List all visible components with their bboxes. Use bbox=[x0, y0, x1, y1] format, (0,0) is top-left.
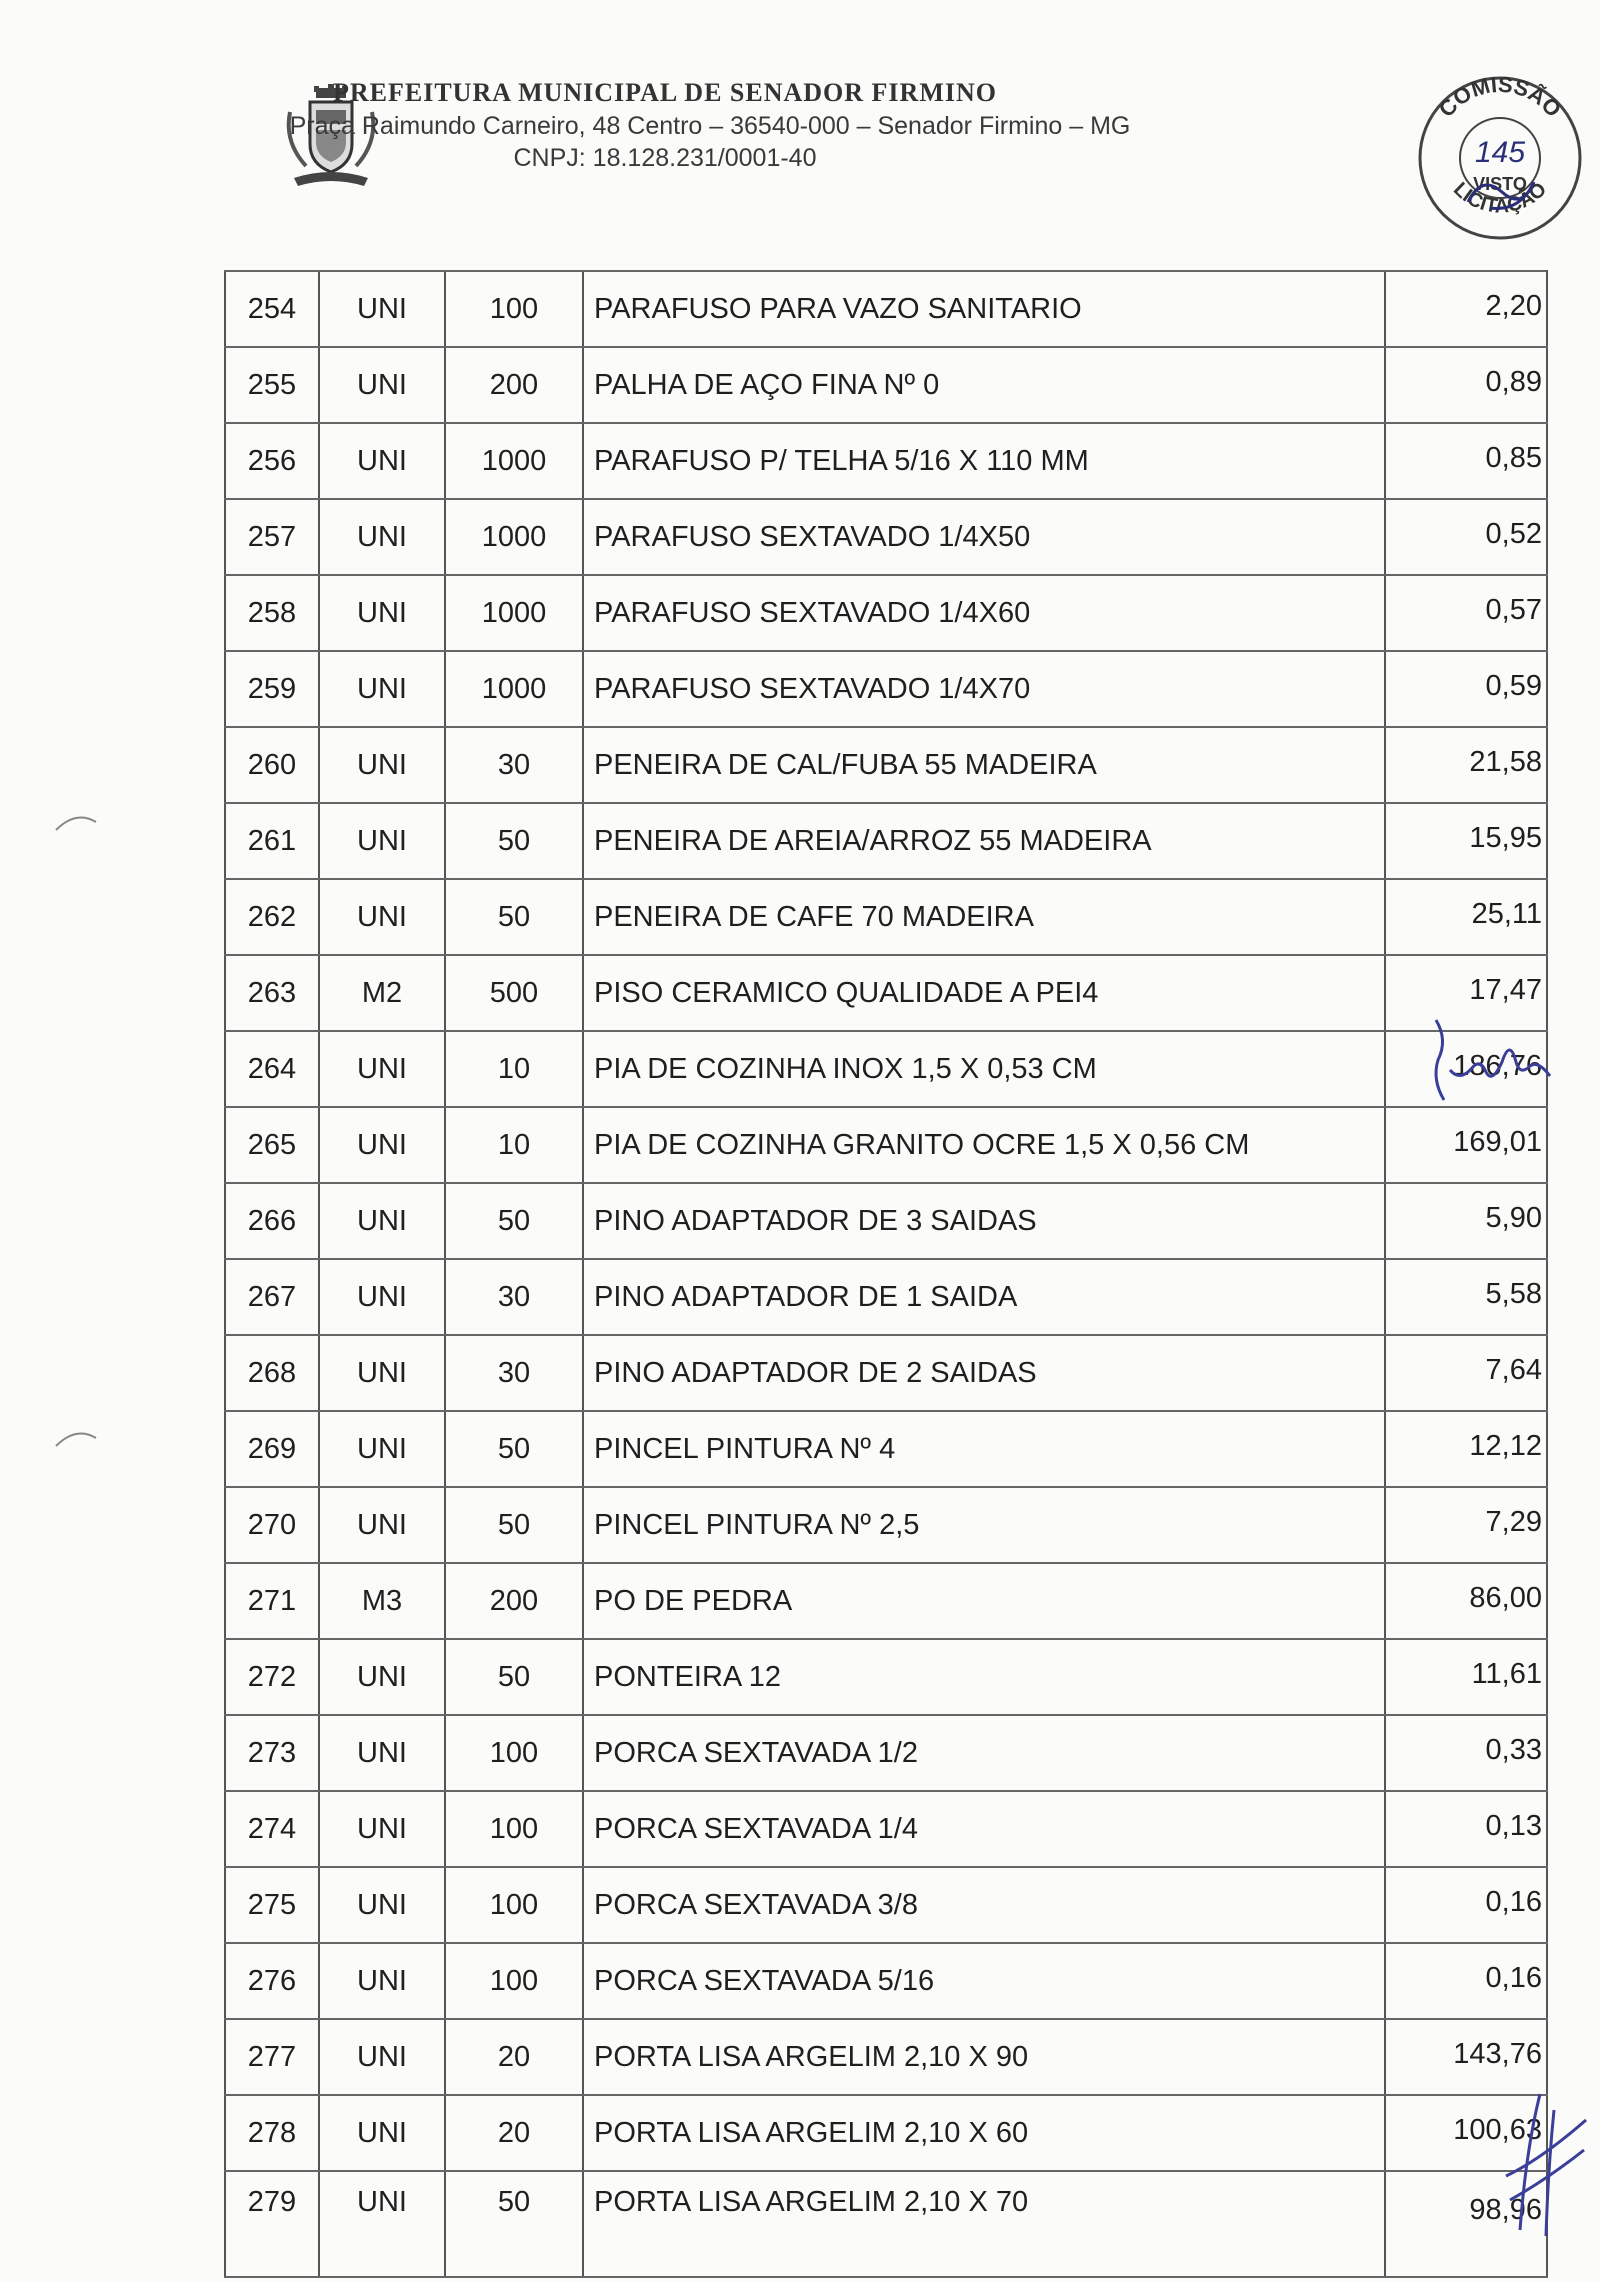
stamp-top-text: COMISSÃO bbox=[1433, 71, 1567, 122]
unit-cell: UNI bbox=[319, 2095, 445, 2171]
unit-cell: M3 bbox=[319, 1563, 445, 1639]
unit-price-cell: 11,61 bbox=[1385, 1639, 1547, 1715]
table-row bbox=[225, 1639, 1547, 1715]
table-row bbox=[225, 271, 1547, 347]
unit-cell: UNI bbox=[319, 1031, 445, 1107]
unit-price-cell: 0,33 bbox=[1385, 1715, 1547, 1791]
item-number-cell: 275 bbox=[225, 1867, 319, 1943]
item-number-cell: 254 bbox=[225, 271, 319, 347]
table-row bbox=[225, 1715, 1547, 1791]
description-cell: PORTA LISA ARGELIM 2,10 X 70 bbox=[583, 2171, 1385, 2277]
description-cell: PORTA LISA ARGELIM 2,10 X 90 bbox=[583, 2019, 1385, 2095]
item-number-cell: 260 bbox=[225, 727, 319, 803]
table-row bbox=[225, 651, 1547, 727]
unit-cell: UNI bbox=[319, 1487, 445, 1563]
items-table-body bbox=[225, 271, 1547, 2277]
header-title: PREFEITURA MUNICIPAL DE SENADOR FIRMINO bbox=[332, 78, 997, 107]
description-cell: PARAFUSO SEXTAVADO 1/4X60 bbox=[583, 575, 1385, 651]
description-cell: PINO ADAPTADOR DE 2 SAIDAS bbox=[583, 1335, 1385, 1411]
quantity-cell: 1000 bbox=[445, 423, 583, 499]
description-cell: PINCEL PINTURA Nº 2,5 bbox=[583, 1487, 1385, 1563]
item-number-cell: 277 bbox=[225, 2019, 319, 2095]
table-row bbox=[225, 2019, 1547, 2095]
unit-price-cell: 169,01 bbox=[1385, 1107, 1547, 1183]
unit-price-cell: 21,58 bbox=[1385, 727, 1547, 803]
handwritten-signature bbox=[1500, 2090, 1590, 2240]
item-number-cell: 255 bbox=[225, 347, 319, 423]
unit-cell: UNI bbox=[319, 1791, 445, 1867]
unit-cell: UNI bbox=[319, 271, 445, 347]
items-table bbox=[224, 270, 1548, 2278]
stamp-mid-text: VISTO bbox=[1473, 174, 1527, 194]
stamp-number: 145 bbox=[1474, 136, 1526, 169]
table-row bbox=[225, 1183, 1547, 1259]
description-cell: PIA DE COZINHA INOX 1,5 X 0,53 CM bbox=[583, 1031, 1385, 1107]
description-cell: PARAFUSO PARA VAZO SANITARIO bbox=[583, 271, 1385, 347]
description-cell: PINO ADAPTADOR DE 3 SAIDAS bbox=[583, 1183, 1385, 1259]
table-row bbox=[225, 1943, 1547, 2019]
table-row bbox=[225, 347, 1547, 423]
table-row bbox=[225, 1791, 1547, 1867]
table-row bbox=[225, 1867, 1547, 1943]
item-number-cell: 268 bbox=[225, 1335, 319, 1411]
unit-cell: UNI bbox=[319, 879, 445, 955]
quantity-cell: 50 bbox=[445, 1487, 583, 1563]
quantity-cell: 100 bbox=[445, 1791, 583, 1867]
table-row bbox=[225, 423, 1547, 499]
description-cell: PARAFUSO P/ TELHA 5/16 X 110 MM bbox=[583, 423, 1385, 499]
table-row bbox=[225, 2095, 1547, 2171]
table-row bbox=[225, 803, 1547, 879]
description-cell: PINCEL PINTURA Nº 4 bbox=[583, 1411, 1385, 1487]
quantity-cell: 50 bbox=[445, 1411, 583, 1487]
unit-price-cell: 100,63 bbox=[1385, 2095, 1547, 2171]
quantity-cell: 50 bbox=[445, 1639, 583, 1715]
description-cell: PARAFUSO SEXTAVADO 1/4X70 bbox=[583, 651, 1385, 727]
table-row bbox=[225, 1107, 1547, 1183]
svg-text:COMISSÃO bbox=[1434, 72, 1567, 122]
unit-price-cell: 0,13 bbox=[1385, 1791, 1547, 1867]
item-number-cell: 257 bbox=[225, 499, 319, 575]
unit-cell: UNI bbox=[319, 1715, 445, 1791]
quantity-cell: 10 bbox=[445, 1107, 583, 1183]
quantity-cell: 100 bbox=[445, 1867, 583, 1943]
description-cell: PENEIRA DE CAFE 70 MADEIRA bbox=[583, 879, 1385, 955]
quantity-cell: 30 bbox=[445, 1259, 583, 1335]
description-cell: PISO CERAMICO QUALIDADE A PEI4 bbox=[583, 955, 1385, 1031]
punch-hole-mark bbox=[54, 1428, 98, 1448]
item-number-cell: 264 bbox=[225, 1031, 319, 1107]
item-number-cell: 267 bbox=[225, 1259, 319, 1335]
unit-price-cell: 143,76 bbox=[1385, 2019, 1547, 2095]
table-row bbox=[225, 1259, 1547, 1335]
quantity-cell: 50 bbox=[445, 879, 583, 955]
item-number-cell: 272 bbox=[225, 1639, 319, 1715]
header-cnpj: CNPJ: 18.128.231/0001-40 bbox=[513, 144, 817, 172]
unit-cell: UNI bbox=[319, 1259, 445, 1335]
table-row bbox=[225, 1335, 1547, 1411]
quantity-cell: 100 bbox=[445, 271, 583, 347]
unit-cell: UNI bbox=[319, 1867, 445, 1943]
quantity-cell: 1000 bbox=[445, 575, 583, 651]
unit-price-cell: 0,85 bbox=[1385, 423, 1547, 499]
quantity-cell: 200 bbox=[445, 1563, 583, 1639]
unit-cell: UNI bbox=[319, 1107, 445, 1183]
unit-price-cell: 0,52 bbox=[1385, 499, 1547, 575]
table-row bbox=[225, 1411, 1547, 1487]
quantity-cell: 200 bbox=[445, 347, 583, 423]
description-cell: PORCA SEXTAVADA 3/8 bbox=[583, 1867, 1385, 1943]
item-number-cell: 274 bbox=[225, 1791, 319, 1867]
table-row bbox=[225, 1487, 1547, 1563]
unit-price-cell: 7,29 bbox=[1385, 1487, 1547, 1563]
stamp-bottom-text: LICITAÇÃO bbox=[1449, 178, 1552, 218]
unit-price-cell: 12,12 bbox=[1385, 1411, 1547, 1487]
unit-price-cell: 17,47 bbox=[1385, 955, 1547, 1031]
quantity-cell: 20 bbox=[445, 2095, 583, 2171]
item-number-cell: 256 bbox=[225, 423, 319, 499]
unit-price-cell: 0,16 bbox=[1385, 1867, 1547, 1943]
unit-cell: UNI bbox=[319, 803, 445, 879]
description-cell: PARAFUSO SEXTAVADO 1/4X50 bbox=[583, 499, 1385, 575]
table-row bbox=[225, 955, 1547, 1031]
table-row bbox=[225, 575, 1547, 651]
commission-stamp bbox=[1410, 62, 1590, 242]
unit-cell: UNI bbox=[319, 1639, 445, 1715]
unit-price-cell: 0,57 bbox=[1385, 575, 1547, 651]
description-cell: PO DE PEDRA bbox=[583, 1563, 1385, 1639]
description-cell: PORCA SEXTAVADA 1/4 bbox=[583, 1791, 1385, 1867]
unit-cell: UNI bbox=[319, 2019, 445, 2095]
quantity-cell: 50 bbox=[445, 1183, 583, 1259]
unit-cell: UNI bbox=[319, 423, 445, 499]
item-number-cell: 261 bbox=[225, 803, 319, 879]
item-number-cell: 259 bbox=[225, 651, 319, 727]
unit-cell: UNI bbox=[319, 499, 445, 575]
table-row bbox=[225, 727, 1547, 803]
quantity-cell: 1000 bbox=[445, 651, 583, 727]
header-address: Praça Raimundo Carneiro, 48 Centro – 36540-000 – Senador Firmino – MG bbox=[289, 112, 1131, 140]
item-number-cell: 270 bbox=[225, 1487, 319, 1563]
unit-cell: UNI bbox=[319, 1335, 445, 1411]
item-number-cell: 278 bbox=[225, 2095, 319, 2171]
item-number-cell: 279 bbox=[225, 2171, 319, 2277]
description-cell: PENEIRA DE CAL/FUBA 55 MADEIRA bbox=[583, 727, 1385, 803]
quantity-cell: 100 bbox=[445, 1943, 583, 2019]
unit-cell: UNI bbox=[319, 1411, 445, 1487]
description-cell: PONTEIRA 12 bbox=[583, 1639, 1385, 1715]
item-number-cell: 263 bbox=[225, 955, 319, 1031]
item-number-cell: 266 bbox=[225, 1183, 319, 1259]
unit-price-cell: 0,89 bbox=[1385, 347, 1547, 423]
item-number-cell: 265 bbox=[225, 1107, 319, 1183]
unit-price-cell: 7,64 bbox=[1385, 1335, 1547, 1411]
table-row bbox=[225, 879, 1547, 955]
unit-price-cell: 2,20 bbox=[1385, 271, 1547, 347]
unit-cell: UNI bbox=[319, 2171, 445, 2277]
table-row bbox=[225, 2171, 1547, 2277]
unit-price-cell: 98,96 bbox=[1385, 2171, 1547, 2277]
description-cell: PORCA SEXTAVADA 1/2 bbox=[583, 1715, 1385, 1791]
unit-cell: UNI bbox=[319, 1183, 445, 1259]
unit-cell: UNI bbox=[319, 727, 445, 803]
unit-cell: UNI bbox=[319, 575, 445, 651]
item-number-cell: 271 bbox=[225, 1563, 319, 1639]
unit-price-cell: 15,95 bbox=[1385, 803, 1547, 879]
handwritten-rubric bbox=[1430, 1010, 1560, 1110]
unit-price-cell: 5,90 bbox=[1385, 1183, 1547, 1259]
table-row bbox=[225, 499, 1547, 575]
item-number-cell: 258 bbox=[225, 575, 319, 651]
item-number-cell: 262 bbox=[225, 879, 319, 955]
unit-cell: UNI bbox=[319, 1943, 445, 2019]
unit-cell: UNI bbox=[319, 651, 445, 727]
quantity-cell: 100 bbox=[445, 1715, 583, 1791]
quantity-cell: 1000 bbox=[445, 499, 583, 575]
quantity-cell: 50 bbox=[445, 803, 583, 879]
unit-cell: M2 bbox=[319, 955, 445, 1031]
unit-price-cell: 186,76 bbox=[1385, 1031, 1547, 1107]
unit-price-cell: 0,59 bbox=[1385, 651, 1547, 727]
item-number-cell: 276 bbox=[225, 1943, 319, 2019]
description-cell: PORCA SEXTAVADA 5/16 bbox=[583, 1943, 1385, 2019]
punch-hole-mark bbox=[54, 812, 98, 832]
description-cell: PORTA LISA ARGELIM 2,10 X 60 bbox=[583, 2095, 1385, 2171]
item-number-cell: 269 bbox=[225, 1411, 319, 1487]
table-row bbox=[225, 1563, 1547, 1639]
description-cell: PALHA DE AÇO FINA Nº 0 bbox=[583, 347, 1385, 423]
quantity-cell: 10 bbox=[445, 1031, 583, 1107]
table-row bbox=[225, 1031, 1547, 1107]
quantity-cell: 50 bbox=[445, 2171, 583, 2277]
unit-price-cell: 86,00 bbox=[1385, 1563, 1547, 1639]
unit-price-cell: 0,16 bbox=[1385, 1943, 1547, 2019]
quantity-cell: 30 bbox=[445, 727, 583, 803]
quantity-cell: 30 bbox=[445, 1335, 583, 1411]
quantity-cell: 20 bbox=[445, 2019, 583, 2095]
item-number-cell: 273 bbox=[225, 1715, 319, 1791]
description-cell: PIA DE COZINHA GRANITO OCRE 1,5 X 0,56 CM bbox=[583, 1107, 1385, 1183]
unit-price-cell: 5,58 bbox=[1385, 1259, 1547, 1335]
description-cell: PENEIRA DE AREIA/ARROZ 55 MADEIRA bbox=[583, 803, 1385, 879]
unit-cell: UNI bbox=[319, 347, 445, 423]
description-cell: PINO ADAPTADOR DE 1 SAIDA bbox=[583, 1259, 1385, 1335]
quantity-cell: 500 bbox=[445, 955, 583, 1031]
unit-price-cell: 25,11 bbox=[1385, 879, 1547, 955]
